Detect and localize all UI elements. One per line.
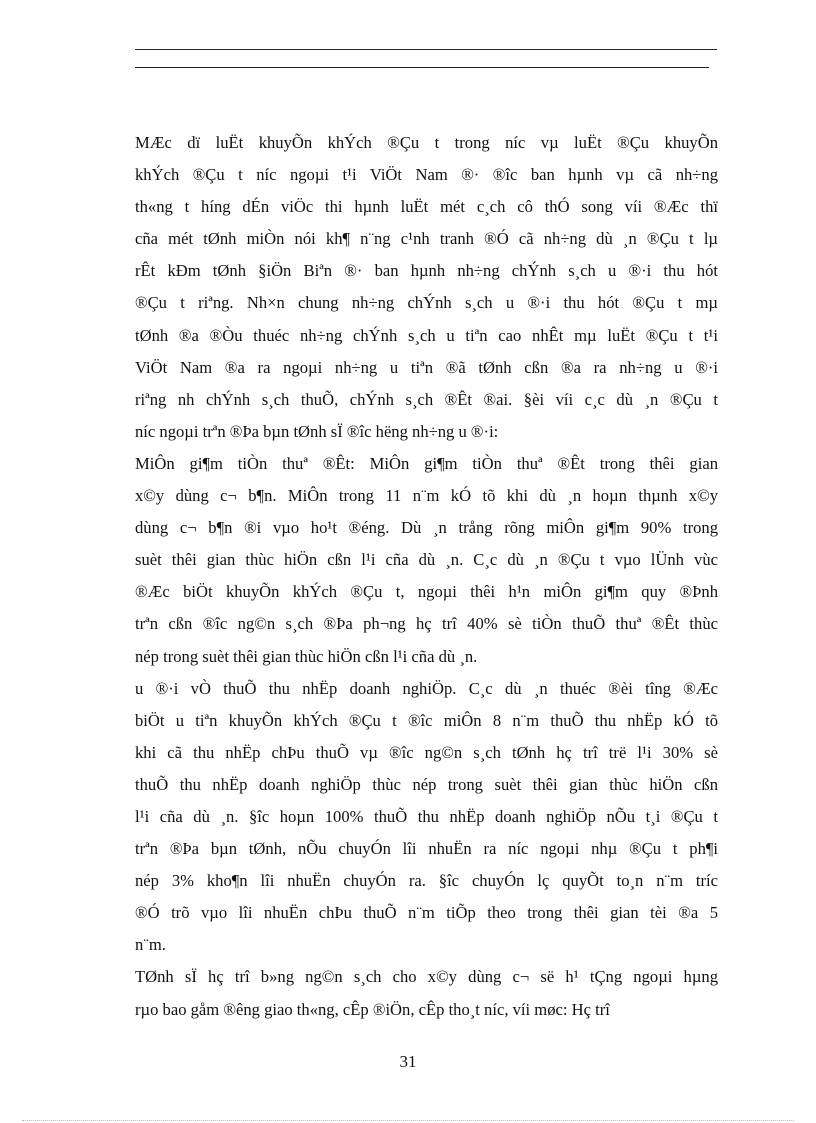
text-line: níc ngoµi trªn ®Þa bµn tØnh sÏ ®îc hëng nh÷ng u ®·i: [135, 421, 499, 441]
body-text [135, 127, 718, 1026]
header-rule-top [135, 49, 717, 50]
text-line: x©y dùng c¬ b¶n. MiÔn trong 11 n¨m kÓ tõ khi dù ¸n hoµn thµnh x©y [135, 486, 718, 506]
text-line: khÝch ®Çu t níc ngoµi t¹i ViÖt Nam ®· ®îc ban hµnh vµ cã nh÷ng [135, 165, 718, 185]
text-line: nép trong suèt thêi gian thùc hiÖn cßn l¹i cña dù ¸n. [135, 646, 478, 666]
text-line: ®Ó trõ vµo lîi nhuËn chÞu thuÕ n¨m tiÕp theo trong thêi gian tèi ®a 5 [135, 903, 718, 923]
page-bottom-divider [22, 1120, 794, 1121]
header-rule-bottom [135, 67, 709, 68]
text-line: dùng c¬ b¶n ®i vµo ho¹t ®éng. Dù ¸n trång rõng miÔn gi¶m 90% trong [135, 518, 718, 538]
text-line: n¨m. [135, 935, 166, 955]
text-line: riªng nh chÝnh s¸ch thuÕ, chÝnh s¸ch ®Êt ®ai. §èi víi c¸c dù ¸n ®Çu t [135, 389, 718, 409]
text-line: trªn cßn ®îc ng©n s¸ch ®Þa ph¬ng hç trî 40% sè tiÒn thuÕ thuª ®Êt thùc [135, 614, 718, 634]
text-line: thuÕ thu nhËp doanh nghiÖp thùc nép trong suèt thêi gian thùc hiÖn cßn [135, 774, 718, 794]
text-line: tØnh ®a ®Òu thuéc nh÷ng chÝnh s¸ch u tiªn cao nhÊt mµ luËt ®Çu t t¹i [135, 325, 718, 345]
text-line: ViÖt Nam ®a ra ngoµi nh÷ng u tiªn ®ã tØnh cßn ®a ra nh÷ng u ®·i [135, 357, 718, 377]
text-line: MiÔn gi¶m tiÒn thuª ®Êt: MiÔn gi¶m tiÒn thuª ®Êt trong thêi gian [135, 453, 718, 473]
page-number: 31 [399, 1052, 417, 1071]
text-line: khi cã thu nhËp chÞu thuÕ vµ ®îc ng©n s¸ch tØnh hç trî trë l¹i 30% sè [135, 742, 718, 762]
text-line: rµo bao gåm ®êng giao th«ng, cÊp ®iÖn, cÊp tho¸t níc, víi møc: Hç trî [135, 999, 610, 1019]
text-line: TØnh sÏ hç trî b»ng ng©n s¸ch cho x©y dùng c¬ së h¹ tÇng ngoµi hµng [135, 967, 718, 987]
text-line: ®Æc biÖt khuyÕn khÝch ®Çu t, ngoµi thêi h¹n miÔn gi¶m quy ®Þnh [135, 582, 718, 602]
text-line: suèt thêi gian thùc hiÖn cßn l¹i cña dù ¸n. C¸c dù ¸n ®Çu t vµo lÜnh vùc [135, 550, 718, 570]
text-line: cña mét tØnh miÒn nói kh¶ n¨ng c¹nh tranh ®Ó cã nh÷ng dù ¸n ®Çu t lµ [135, 229, 718, 249]
text-line: th«ng t híng dÉn viÖc thi hµnh luËt mét c¸ch cô thÓ song víi ®Æc thï [135, 197, 718, 217]
text-line: nép 3% kho¶n lîi nhuËn chuyÓn ra. §îc chuyÓn lç quyÕt to¸n n¨m tríc [135, 871, 718, 891]
text-line: l¹i cña dù ¸n. §îc hoµn 100% thuÕ thu nhËp doanh nghiÖp nÕu t¸i ®Çu t [135, 806, 718, 826]
text-line: u ®·i vÒ thuÕ thu nhËp doanh nghiÖp. C¸c dù ¸n thuéc ®èi tîng ®Æc [135, 678, 718, 698]
text-line: ®Çu t riªng. Nh×n chung nh÷ng chÝnh s¸ch u ®·i thu hót ®Çu t mµ [135, 293, 718, 313]
text-line: MÆc dï luËt khuyÕn khÝch ®Çu t trong níc vµ luËt ®Çu khuyÕn [135, 133, 718, 152]
text-line: trªn ®Þa bµn tØnh, nÕu chuyÓn lîi nhuËn ra níc ngoµi nhµ ®Çu t ph¶i [135, 839, 718, 859]
text-line: biÖt u tiªn khuyÕn khÝch ®Çu t ®îc miÔn 8 n¨m thuÕ thu nhËp kÓ tõ [135, 710, 718, 730]
text-line: rÊt kÐm tØnh §iÖn Biªn ®· ban hµnh nh÷ng chÝnh s¸ch u ®·i thu hót [135, 261, 718, 281]
